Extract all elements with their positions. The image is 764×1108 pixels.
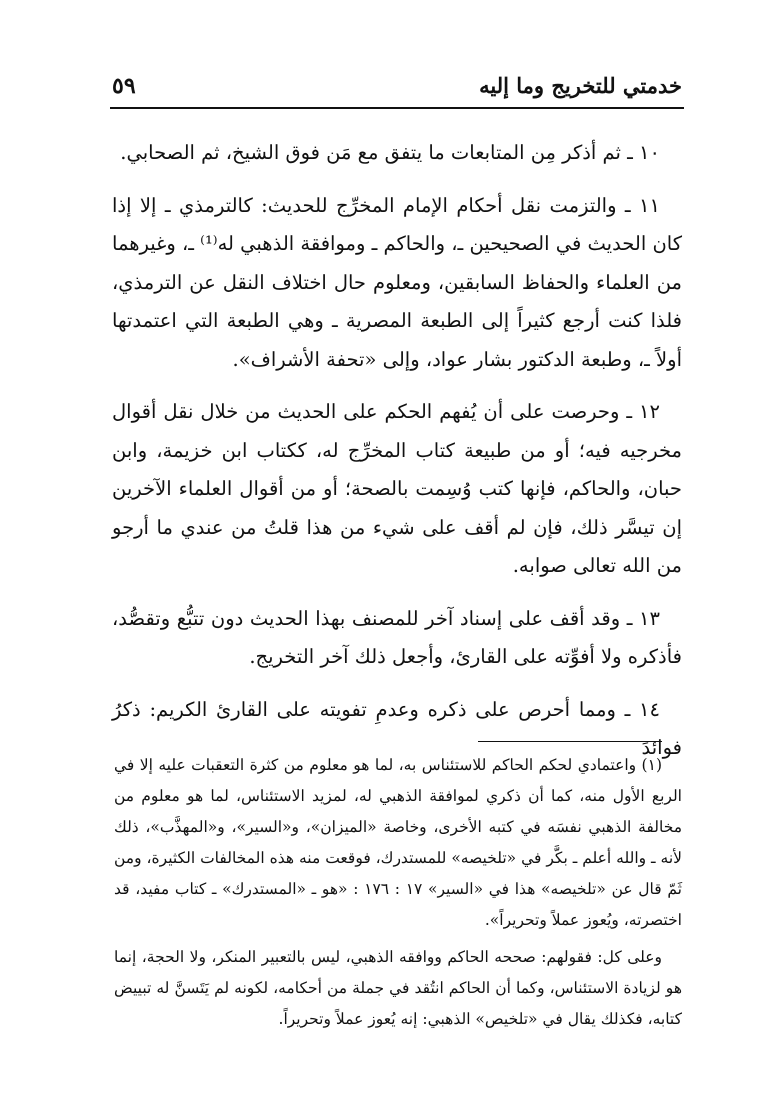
running-header (110, 72, 682, 102)
paragraph-14: ١٤ ـ ومما أحرص على ذكره وعدمِ تفويته على القارئ الكريم: ذكرُ فوائدَ (112, 697, 682, 759)
paragraph-13: ١٣ ـ وقد أقف على إسناد آخر للمصنف بهذا الحديث دون تتبُّع وتقصُّد، فأذكره ولا أفوِّته على القارئ، وأجعل ذلك آخر التخريج. (112, 606, 682, 668)
footnote-1: (١) واعتمادي لحكم الحاكم للاستئناس به، لما هو معلوم من كثرة التعقبات عليه إلا في الربع الأول منه، كما أن ذكري لموافقة الذهبي له، لمزيد الاستئناس، لما هو معلوم من مخالفة الذهبي نفسَه في كتبه الأخرى، وخاصة «الميزان»، و«السير»، و«المهذَّب»، ذلك لأنه ـ والله أعلم ـ بكَّر في «تلخيصه» للمستدرك، فوقعت منه هذه المخالفات الكثيرة، ومن ثَمّ قال عن «تلخيصه» هذا في «السير» ١٧ : ١٧٦ : «هو ـ «المستدرك» ـ كتاب مفيد، قد اختصرته، ويُعوز عملاً وتحريراً». (114, 756, 682, 929)
header-divider (110, 107, 684, 109)
header-title: خدمتي للتخريج وما إليه (479, 73, 682, 98)
main-text (112, 134, 682, 768)
footnotes (114, 750, 682, 1041)
paragraph-11: ١١ ـ والتزمت نقل أحكام الإمام المخرِّج للحديث: كالترمذي ـ إلا إذا كان الحديث في الصحيحين ـ، والحاكم ـ وموافقة الذهبي له⁽¹⁾ ـ، وغيرهما من العلماء والحفاظ السابقين، ومعلوم حال اختلاف النقل عن الترمذي، فلذا كنت أرجع كثيراً إلى الطبعة المصرية ـ وهي الطبعة التي اعتمدتها أولاً ـ، وطبعة الدكتور بشار عواد، وإلى «تحفة الأشراف». (112, 193, 682, 371)
paragraph-12: ١٢ ـ وحرصت على أن يُفهم الحكم على الحديث من خلال نقل أقوال مخرجيه فيه؛ أو من طبيعة كتاب المخرِّج له، ككتاب ابن خزيمة، وابن حبان، والحاكم، فإنها كتب وُسِمت بالصحة؛ أو من أقوال العلماء الآخرين إن تيسَّر ذلك، فإن لم أقف على شيء من هذا قلتُ من عندي ما أرجو من الله تعالى صوابه. (112, 400, 682, 577)
footnote-divider (478, 741, 662, 742)
footnote-1-continued: وعلى كل: فقولهم: صححه الحاكم ووافقه الذهبي، ليس بالتعبير المنكر، ولا الحجة، إنما هو لزيادة الاستئناس، وكما أن الحاكم انتُقد في جملة من أحكامه، لكونه لم يَتَسنَّ له تبييض كتابه، فكذلك يقال في «تلخيص» الذهبي: إنه يُعوز عملاً وتحريراً. (114, 948, 682, 1028)
paragraph-10: ١٠ ـ ثم أذكر مِن المتابعات ما يتفق مع مَن فوق الشيخ، ثم الصحابي. (120, 141, 660, 164)
page-number: ٥٩ (112, 73, 136, 99)
